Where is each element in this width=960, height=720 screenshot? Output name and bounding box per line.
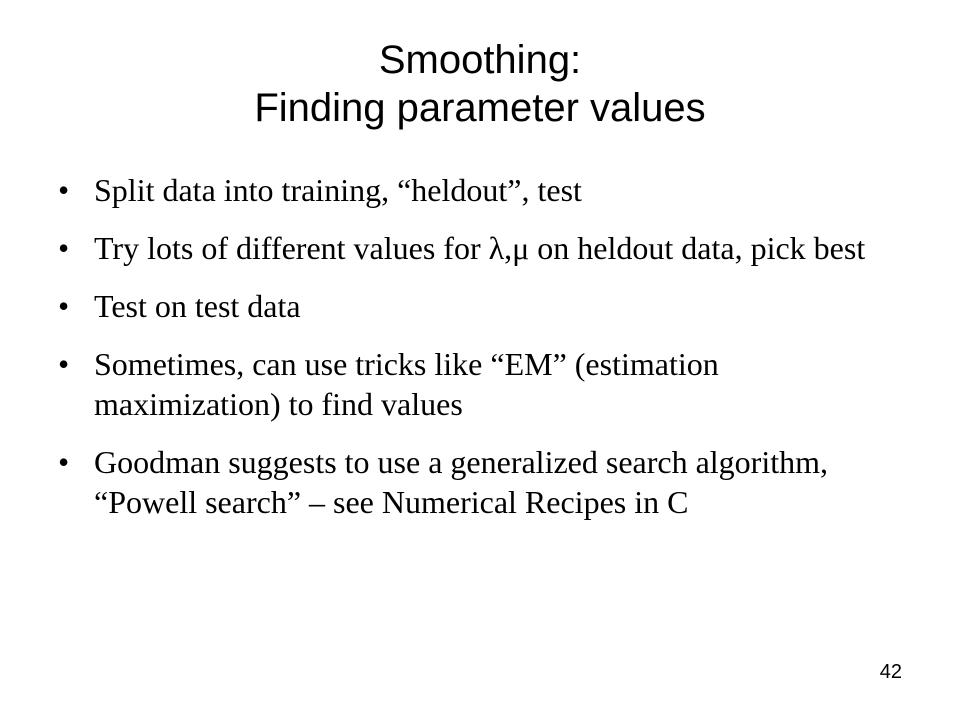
- bullet-item: [58, 286, 898, 326]
- page-number: 42: [879, 661, 902, 683]
- slide-title: [0, 36, 960, 132]
- bullet-item: [58, 228, 898, 268]
- bullet-glyph: •: [58, 230, 70, 266]
- bullet-item: [58, 344, 898, 424]
- bullet-glyph: •: [58, 444, 70, 480]
- bullet-text: Sometimes, can use tricks like “EM” (estimation maximization) to find values: [94, 346, 719, 422]
- bullet-glyph: •: [58, 288, 70, 324]
- bullet-text: Test on test data: [94, 288, 301, 324]
- bullet-item: [58, 442, 898, 522]
- title-line-1: Smoothing:: [378, 38, 582, 82]
- bullet-text: Try lots of different values for λ,μ on heldout data, pick best: [94, 230, 866, 266]
- bullet-list: [58, 170, 898, 540]
- bullet-glyph: •: [58, 346, 70, 382]
- title-line-2: Finding parameter values: [254, 86, 706, 130]
- bullet-item: [58, 170, 898, 210]
- bullet-glyph: •: [58, 172, 70, 208]
- bullet-text: Goodman suggests to use a generalized search algorithm, “Powell search” – see Numerical Recipes in C: [94, 444, 828, 520]
- bullet-text: Split data into training, “heldout”, test: [94, 172, 582, 208]
